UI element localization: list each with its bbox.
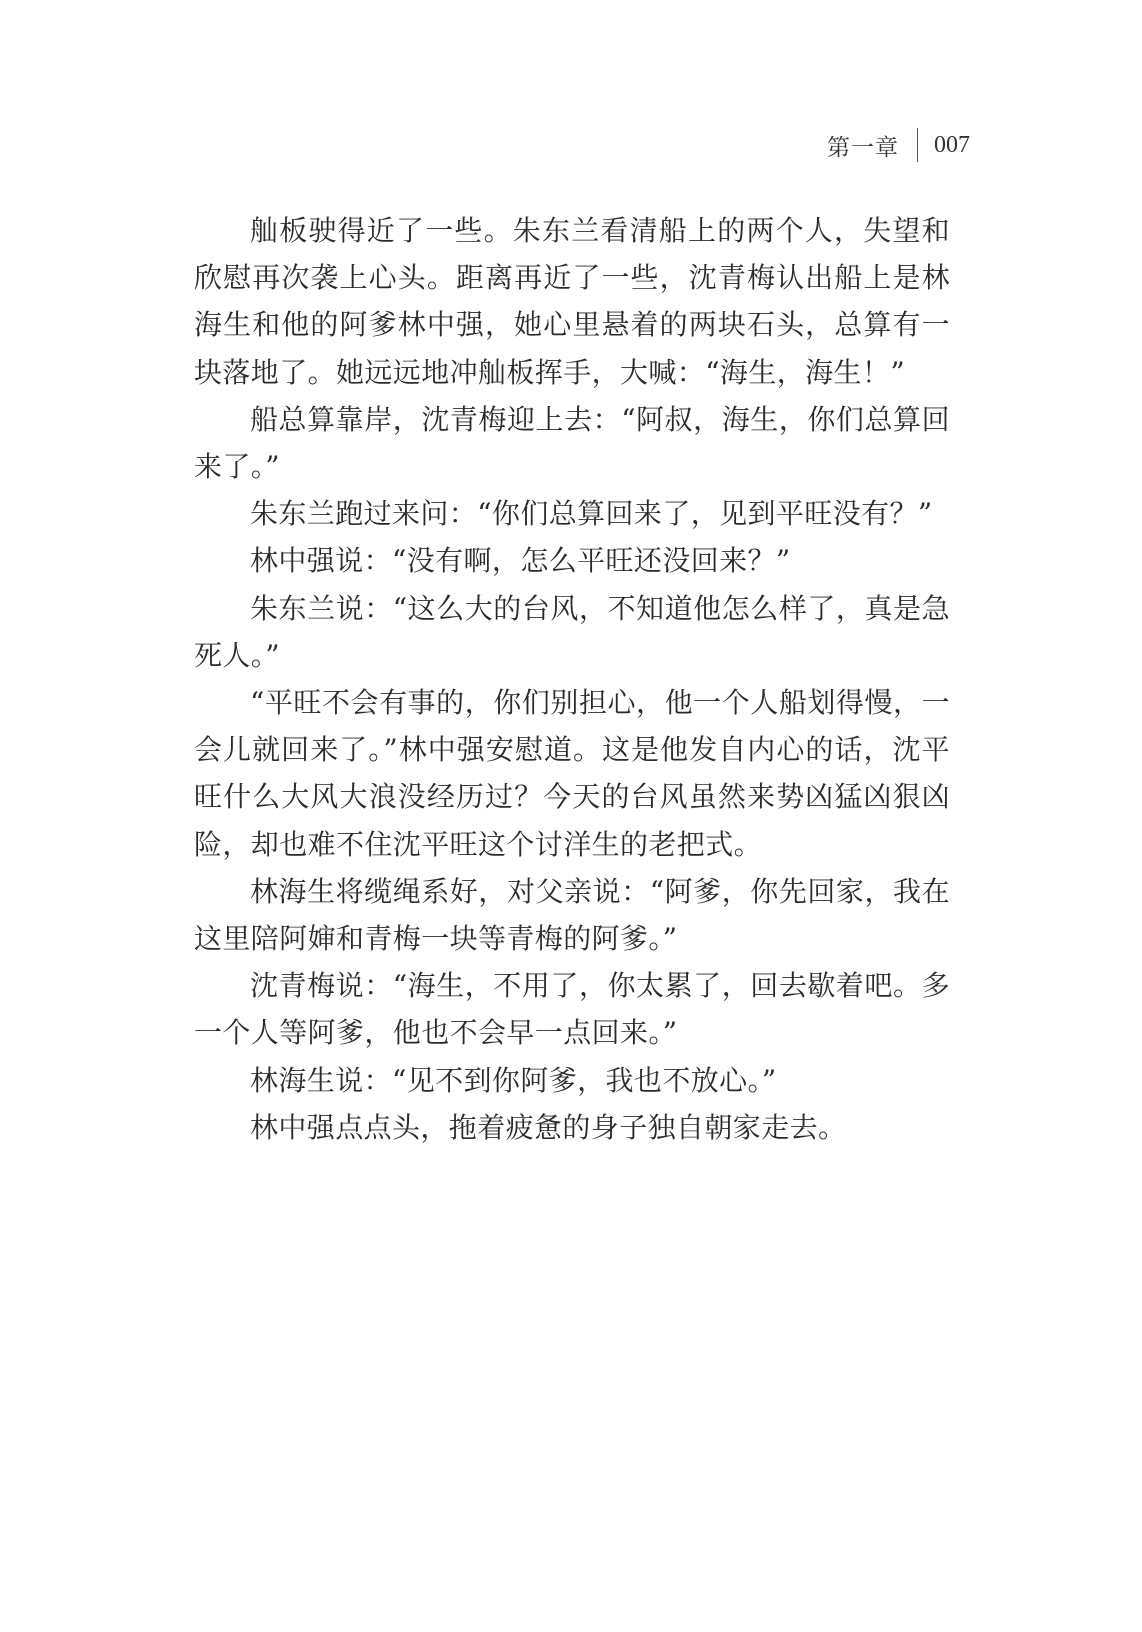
paragraph: 舢板驶得近了一些。朱东兰看清船上的两个人，失望和欣慰再次袭上心头。距离再近了一些，沈青梅认出船上是林海生和他的阿爹林中强，她心里悬着的两块石头，总算有一块落地了。她远远地冲舢板挥手，大喊：“海生，海生！” (194, 214, 950, 389)
paragraph: 船总算靠岸，沈青梅迎上去：“阿叔，海生，你们总算回来了。” (194, 402, 950, 484)
paragraph: 林海生将缆绳系好，对父亲说：“阿爹，你先回家，我在这里陪阿婶和青梅一块等青梅的阿爹。” (194, 874, 950, 956)
page-number: 007 (934, 131, 970, 158)
paragraph: 林中强点点头，拖着疲惫的身子独自朝家走去。 (250, 1110, 847, 1144)
paragraph: 沈青梅说：“海生，不用了，你太累了，回去歇着吧。多一个人等阿爹，他也不会早一点回来。” (194, 969, 950, 1050)
paragraph: 林中强说：“没有啊，怎么平旺还没回来？” (250, 544, 791, 578)
chapter-title: 第一章 (827, 134, 899, 161)
running-head (827, 128, 970, 162)
paragraph: “平旺不会有事的，你们别担心，他一个人船划得慢，一会儿就回来了。”林中强安慰道。这是他发自内心的话，沈平旺什么大风大浪没经历过？今天的台风虽然来势凶猛凶狠凶险，却也难不住沈平旺这个讨洋生的老把式。 (194, 686, 950, 861)
paragraph: 朱东兰说：“这么大的台风，不知道他怎么样了，真是急死人。” (194, 591, 950, 672)
paragraph: 林海生说：“见不到你阿爹，我也不放心。” (250, 1063, 777, 1097)
header-divider (917, 128, 918, 162)
body-text (194, 207, 950, 1151)
paragraph: 朱东兰跑过来问：“你们总算回来了，见到平旺没有？” (250, 497, 933, 531)
